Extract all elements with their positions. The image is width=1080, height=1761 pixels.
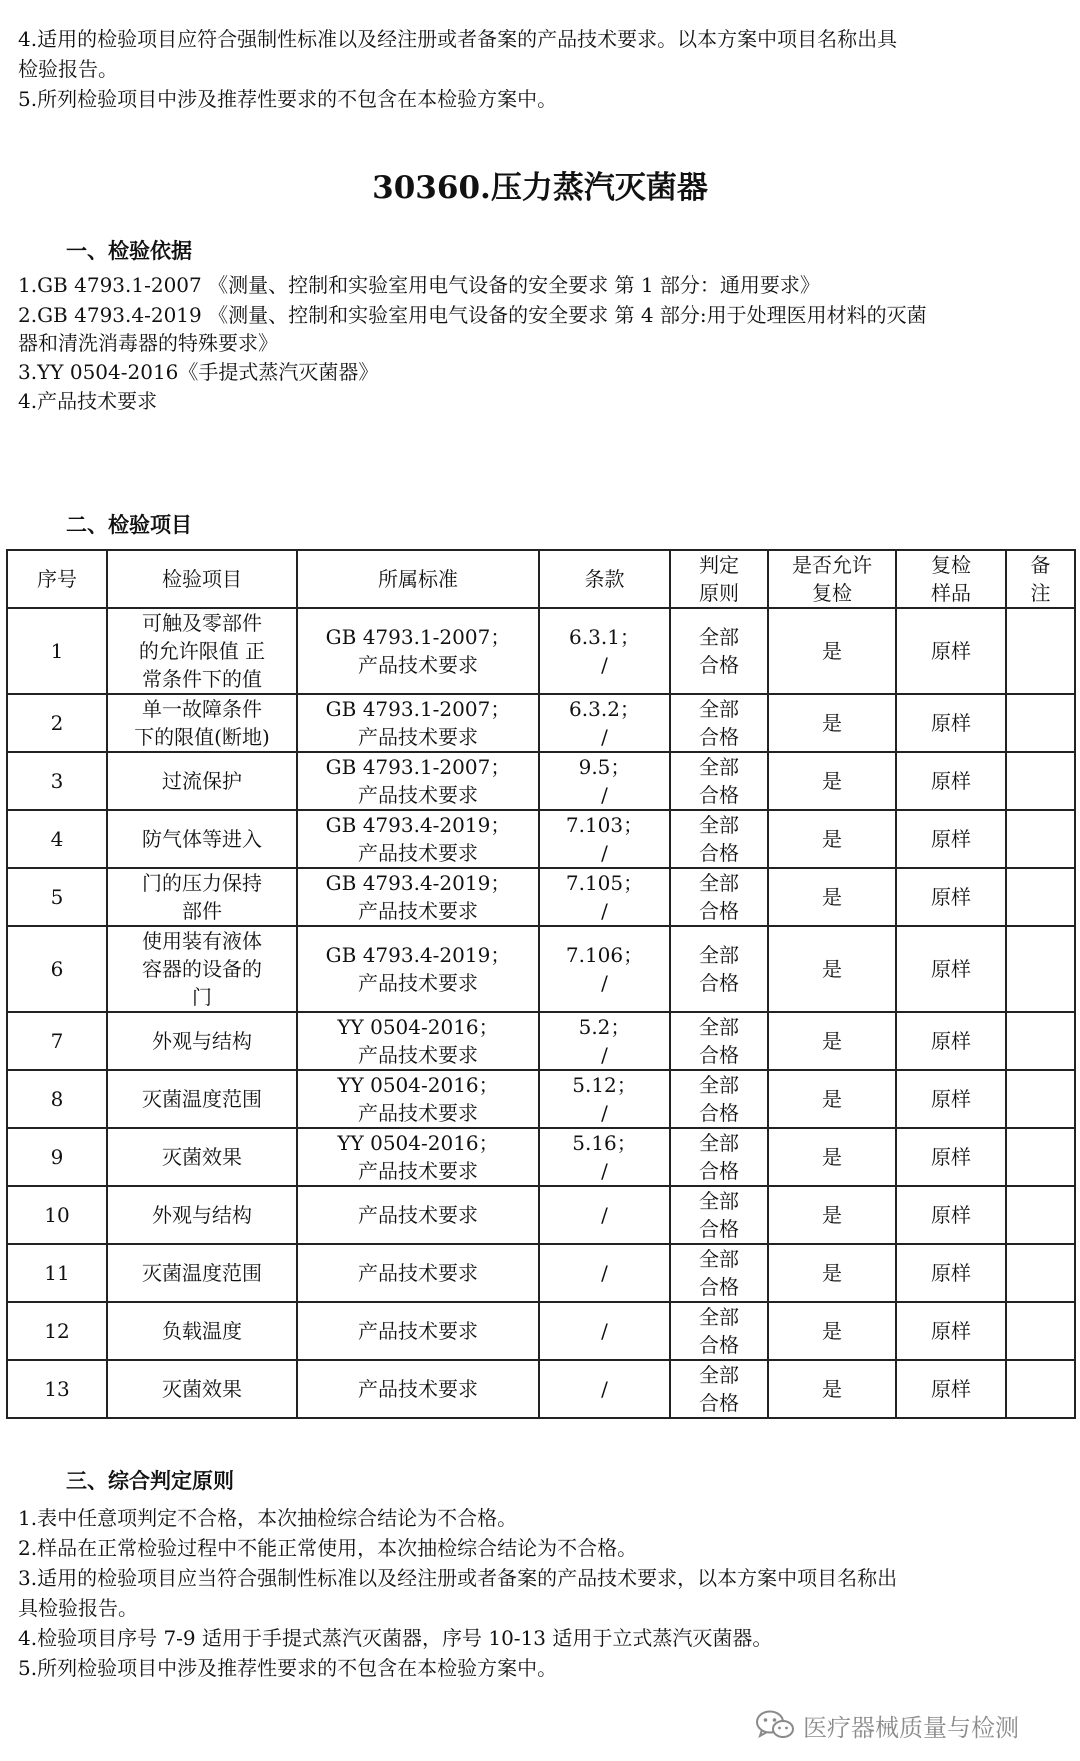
cell-no: 12: [7, 1302, 107, 1360]
cell-rule: [670, 810, 768, 868]
cell-sample: 原样: [896, 1302, 1006, 1360]
cell-sample: 原样: [896, 752, 1006, 810]
page-title: 30360.压力蒸汽灭菌器: [372, 170, 708, 206]
cell-text: /: [601, 1261, 608, 1285]
cell-item: [107, 1070, 297, 1128]
basis-heading: 一、检验依据: [66, 239, 192, 263]
cell-sample: 原样: [896, 810, 1006, 868]
cell-item: [107, 1186, 297, 1244]
cell-recheck: 是: [768, 926, 896, 1012]
cell-recheck: 是: [768, 810, 896, 868]
cell-clause: [539, 1012, 670, 1070]
cell-text: YY 0504-2016；: [337, 1015, 499, 1039]
watermark: [755, 1705, 1019, 1745]
watermark-text: 医疗器械质量与检测: [803, 1713, 1019, 1742]
cell-text: 外观与结构: [152, 1203, 252, 1227]
cell-text: 产品技术要求: [358, 1203, 478, 1227]
table-row: [7, 1302, 1075, 1360]
cell-clause: [539, 1244, 670, 1302]
principles-line-1: 1.表中任意项判定不合格，本次抽检综合结论为不合格。: [18, 1506, 518, 1530]
column-header-no: [7, 550, 107, 608]
cell-rule: [670, 926, 768, 1012]
cell-rule: [670, 1186, 768, 1244]
principles-line-3: 3.适用的检验项目应当符合强制性标准以及经注册或者备案的产品技术要求，以本方案中项目名称出: [18, 1566, 898, 1590]
cell-rule: [670, 1302, 768, 1360]
cell-std: [297, 1012, 539, 1070]
cell-rule: [670, 608, 768, 694]
cell-clause: [539, 926, 670, 1012]
column-header-clause: [539, 550, 670, 608]
column-header-text: 备: [1030, 553, 1051, 577]
cell-text: 全部: [699, 871, 739, 895]
table-header-row: [7, 550, 1075, 608]
cell-text: /: [601, 841, 608, 865]
cell-clause: [539, 810, 670, 868]
cell-text: 合格: [699, 1101, 739, 1125]
column-header-text: 条款: [584, 567, 625, 591]
cell-text: 7.106；: [565, 943, 644, 967]
cell-item: [107, 1012, 297, 1070]
cell-text: /: [601, 1377, 608, 1401]
cell-text: /: [601, 971, 608, 995]
cell-text: 部件: [182, 899, 222, 923]
cell-text: 负载温度: [162, 1319, 242, 1343]
table-row: [7, 1186, 1075, 1244]
cell-text: 合格: [699, 1391, 739, 1415]
cell-text: 门的压力保持: [142, 871, 262, 895]
cell-text: GB 4793.4-2019；: [325, 871, 511, 895]
cell-recheck: 是: [768, 1186, 896, 1244]
cell-text: 防气体等进入: [142, 827, 262, 851]
cell-text: /: [601, 1159, 608, 1183]
principles-line-2: 2.样品在正常检验过程中不能正常使用，本次抽检综合结论为不合格。: [18, 1536, 638, 1560]
cell-text: 下的限值(断地): [134, 725, 270, 749]
cell-text: /: [601, 725, 608, 749]
cell-sample: 原样: [896, 1128, 1006, 1186]
cell-recheck: 是: [768, 1244, 896, 1302]
cell-note: [1006, 1244, 1075, 1302]
principles-line-5: 4.检验项目序号 7-9 适用于手提式蒸汽灭菌器，序号 10-13 适用于立式蒸汽灭菌器。: [18, 1626, 773, 1650]
cell-sample: 原样: [896, 868, 1006, 926]
cell-text: 产品技术要求: [358, 1261, 478, 1285]
cell-text: 产品技术要求: [358, 653, 478, 677]
column-header-text: 样品: [931, 581, 971, 605]
cell-text: 全部: [699, 1131, 739, 1155]
cell-text: /: [601, 1203, 608, 1227]
cell-no: 10: [7, 1186, 107, 1244]
cell-text: 产品技术要求: [358, 899, 478, 923]
cell-note: [1006, 1128, 1075, 1186]
cell-item: [107, 926, 297, 1012]
cell-text: 产品技术要求: [358, 1159, 478, 1183]
cell-text: 合格: [699, 841, 739, 865]
cell-text: 5.12；: [572, 1073, 637, 1097]
table-row: [7, 608, 1075, 694]
cell-no: 3: [7, 752, 107, 810]
cell-rule: [670, 694, 768, 752]
cell-text: 全部: [699, 943, 739, 967]
cell-recheck: 是: [768, 752, 896, 810]
cell-text: 的允许限值 正: [138, 639, 266, 663]
table-row: [7, 1360, 1075, 1418]
table-row: [7, 694, 1075, 752]
cell-recheck: 是: [768, 1070, 896, 1128]
cell-recheck: 是: [768, 1302, 896, 1360]
cell-sample: 原样: [896, 1070, 1006, 1128]
principles-heading: 三、综合判定原则: [66, 1469, 234, 1493]
cell-text: 5.2；: [578, 1015, 631, 1039]
cell-rule: [670, 1360, 768, 1418]
cell-text: 使用装有液体: [142, 929, 262, 953]
cell-item: [107, 810, 297, 868]
cell-text: /: [601, 1319, 608, 1343]
cell-text: /: [601, 783, 608, 807]
cell-rule: [670, 1128, 768, 1186]
column-header-item: [107, 550, 297, 608]
cell-item: [107, 1302, 297, 1360]
column-header-text: 序号: [37, 567, 77, 591]
cell-text: 全部: [699, 1363, 739, 1387]
cell-text: 灭菌效果: [162, 1145, 242, 1169]
table-row: [7, 868, 1075, 926]
cell-sample: 原样: [896, 1186, 1006, 1244]
intro-line-1: 4.适用的检验项目应符合强制性标准以及经注册或者备案的产品技术要求。以本方案中项目名称出具: [18, 27, 898, 51]
cell-sample: 原样: [896, 1012, 1006, 1070]
cell-note: [1006, 1070, 1075, 1128]
basis-line-4: 3.YY 0504-2016《手提式蒸汽灭菌器》: [18, 360, 379, 384]
cell-std: [297, 1302, 539, 1360]
cell-text: 产品技术要求: [358, 1043, 478, 1067]
cell-note: [1006, 926, 1075, 1012]
cell-sample: 原样: [896, 1244, 1006, 1302]
cell-recheck: 是: [768, 868, 896, 926]
cell-no: 2: [7, 694, 107, 752]
column-header-note: [1006, 550, 1075, 608]
cell-no: 7: [7, 1012, 107, 1070]
cell-text: 全部: [699, 1305, 739, 1329]
cell-text: 门: [192, 985, 212, 1009]
cell-rule: [670, 1070, 768, 1128]
column-header-text: 复检: [931, 553, 971, 577]
column-header-rule: [670, 550, 768, 608]
principles-line-4: 具检验报告。: [18, 1596, 138, 1620]
cell-clause: [539, 1128, 670, 1186]
cell-no: 5: [7, 868, 107, 926]
cell-text: 7.105；: [565, 871, 644, 895]
cell-text: /: [601, 899, 608, 923]
cell-note: [1006, 868, 1075, 926]
cell-no: 8: [7, 1070, 107, 1128]
table-row: [7, 810, 1075, 868]
cell-std: [297, 1128, 539, 1186]
column-header-std: [297, 550, 539, 608]
cell-std: [297, 810, 539, 868]
cell-text: GB 4793.4-2019；: [325, 813, 511, 837]
inspection-items-table: [6, 549, 1076, 1419]
cell-text: 容器的设备的: [142, 957, 262, 981]
cell-sample: 原样: [896, 694, 1006, 752]
cell-note: [1006, 752, 1075, 810]
cell-text: YY 0504-2016；: [337, 1073, 499, 1097]
cell-clause: [539, 694, 670, 752]
cell-clause: [539, 752, 670, 810]
cell-text: 5.16；: [572, 1131, 637, 1155]
cell-text: 全部: [699, 813, 739, 837]
cell-text: 全部: [699, 755, 739, 779]
cell-clause: [539, 1070, 670, 1128]
cell-clause: [539, 608, 670, 694]
cell-text: 合格: [699, 1043, 739, 1067]
table-row: [7, 1012, 1075, 1070]
cell-text: 外观与结构: [152, 1029, 252, 1053]
cell-text: 灭菌温度范围: [142, 1087, 262, 1111]
cell-item: [107, 1360, 297, 1418]
cell-note: [1006, 1302, 1075, 1360]
cell-text: 合格: [699, 725, 739, 749]
column-header-sample: [896, 550, 1006, 608]
cell-note: [1006, 608, 1075, 694]
cell-text: 产品技术要求: [358, 841, 478, 865]
cell-item: [107, 608, 297, 694]
cell-no: 6: [7, 926, 107, 1012]
cell-std: [297, 694, 539, 752]
cell-no: 11: [7, 1244, 107, 1302]
cell-note: [1006, 810, 1075, 868]
cell-text: /: [601, 653, 608, 677]
cell-text: 全部: [699, 1189, 739, 1213]
cell-text: 6.3.1；: [569, 625, 640, 649]
cell-item: [107, 694, 297, 752]
cell-text: GB 4793.1-2007；: [325, 697, 511, 721]
cell-text: /: [601, 1101, 608, 1125]
cell-note: [1006, 1186, 1075, 1244]
cell-text: 全部: [699, 1015, 739, 1039]
cell-std: [297, 752, 539, 810]
column-header-text: 复检: [812, 581, 852, 605]
basis-line-5: 4.产品技术要求: [18, 389, 158, 413]
cell-text: 可触及零部件: [142, 611, 262, 635]
basis-line-1: 1.GB 4793.1-2007 《测量、控制和实验室用电气设备的安全要求 第 1 部分：通用要求》: [18, 273, 820, 297]
wechat-icon: [755, 1709, 795, 1741]
cell-clause: [539, 1186, 670, 1244]
cell-recheck: 是: [768, 1012, 896, 1070]
items-heading: 二、检验项目: [66, 513, 192, 537]
cell-note: [1006, 694, 1075, 752]
table-row: [7, 1128, 1075, 1186]
intro-line-3: 5.所列检验项目中涉及推荐性要求的不包含在本检验方案中。: [18, 87, 558, 111]
cell-item: [107, 1244, 297, 1302]
cell-no: 1: [7, 608, 107, 694]
basis-line-2: 2.GB 4793.4-2019 《测量、控制和实验室用电气设备的安全要求 第 4 部分:用于处理医用材料的灭菌: [18, 303, 927, 327]
cell-no: 13: [7, 1360, 107, 1418]
intro-line-2: 检验报告。: [18, 57, 118, 81]
table-row: [7, 752, 1075, 810]
cell-no: 9: [7, 1128, 107, 1186]
cell-note: [1006, 1360, 1075, 1418]
cell-text: 合格: [699, 1217, 739, 1241]
column-header-text: 检验项目: [162, 567, 242, 591]
cell-sample: 原样: [896, 1360, 1006, 1418]
cell-text: GB 4793.4-2019；: [325, 943, 511, 967]
cell-recheck: 是: [768, 1360, 896, 1418]
cell-rule: [670, 752, 768, 810]
cell-text: GB 4793.1-2007；: [325, 625, 511, 649]
cell-text: 合格: [699, 783, 739, 807]
cell-clause: [539, 1302, 670, 1360]
cell-rule: [670, 1244, 768, 1302]
cell-std: [297, 868, 539, 926]
cell-text: 产品技术要求: [358, 1319, 478, 1343]
cell-item: [107, 868, 297, 926]
cell-item: [107, 1128, 297, 1186]
cell-note: [1006, 1012, 1075, 1070]
table-row: [7, 926, 1075, 1012]
table-row: [7, 1070, 1075, 1128]
cell-text: 常条件下的值: [142, 667, 262, 691]
cell-clause: [539, 1360, 670, 1418]
cell-std: [297, 1244, 539, 1302]
cell-recheck: 是: [768, 694, 896, 752]
cell-text: YY 0504-2016；: [337, 1131, 499, 1155]
column-header-text: 注: [1030, 581, 1051, 605]
cell-text: 产品技术要求: [358, 783, 478, 807]
cell-clause: [539, 868, 670, 926]
column-header-recheck: [768, 550, 896, 608]
cell-std: [297, 926, 539, 1012]
basis-line-3: 器和清洗消毒器的特殊要求》: [18, 331, 278, 355]
cell-text: 6.3.2；: [569, 697, 640, 721]
principles-line-6: 5.所列检验项目中涉及推荐性要求的不包含在本检验方案中。: [18, 1656, 558, 1680]
cell-std: [297, 1070, 539, 1128]
cell-sample: 原样: [896, 608, 1006, 694]
cell-text: 单一故障条件: [142, 697, 262, 721]
cell-recheck: 是: [768, 608, 896, 694]
cell-sample: 原样: [896, 926, 1006, 1012]
cell-text: 合格: [699, 1159, 739, 1183]
table-row: [7, 1244, 1075, 1302]
cell-text: /: [601, 1043, 608, 1067]
cell-text: 合格: [699, 899, 739, 923]
cell-text: 全部: [699, 697, 739, 721]
cell-text: 合格: [699, 653, 739, 677]
cell-std: [297, 1360, 539, 1418]
column-header-text: 是否允许: [792, 553, 872, 577]
cell-text: 合格: [699, 1275, 739, 1299]
cell-text: 灭菌温度范围: [142, 1261, 262, 1285]
cell-text: GB 4793.1-2007；: [325, 755, 511, 779]
cell-std: [297, 608, 539, 694]
cell-text: 灭菌效果: [162, 1377, 242, 1401]
cell-text: 全部: [699, 625, 739, 649]
column-header-text: 判定: [699, 553, 739, 577]
cell-item: [107, 752, 297, 810]
cell-text: 7.103；: [565, 813, 644, 837]
cell-rule: [670, 1012, 768, 1070]
cell-text: 过流保护: [162, 769, 242, 793]
column-header-text: 所属标准: [378, 567, 458, 591]
cell-text: 产品技术要求: [358, 971, 478, 995]
cell-text: 9.5；: [578, 755, 631, 779]
column-header-text: 原则: [699, 581, 739, 605]
cell-text: 合格: [699, 971, 739, 995]
cell-text: 产品技术要求: [358, 725, 478, 749]
cell-no: 4: [7, 810, 107, 868]
cell-rule: [670, 868, 768, 926]
cell-text: 全部: [699, 1073, 739, 1097]
cell-text: 产品技术要求: [358, 1101, 478, 1125]
cell-recheck: 是: [768, 1128, 896, 1186]
cell-std: [297, 1186, 539, 1244]
cell-text: 全部: [699, 1247, 739, 1271]
cell-text: 产品技术要求: [358, 1377, 478, 1401]
cell-text: 合格: [699, 1333, 739, 1357]
